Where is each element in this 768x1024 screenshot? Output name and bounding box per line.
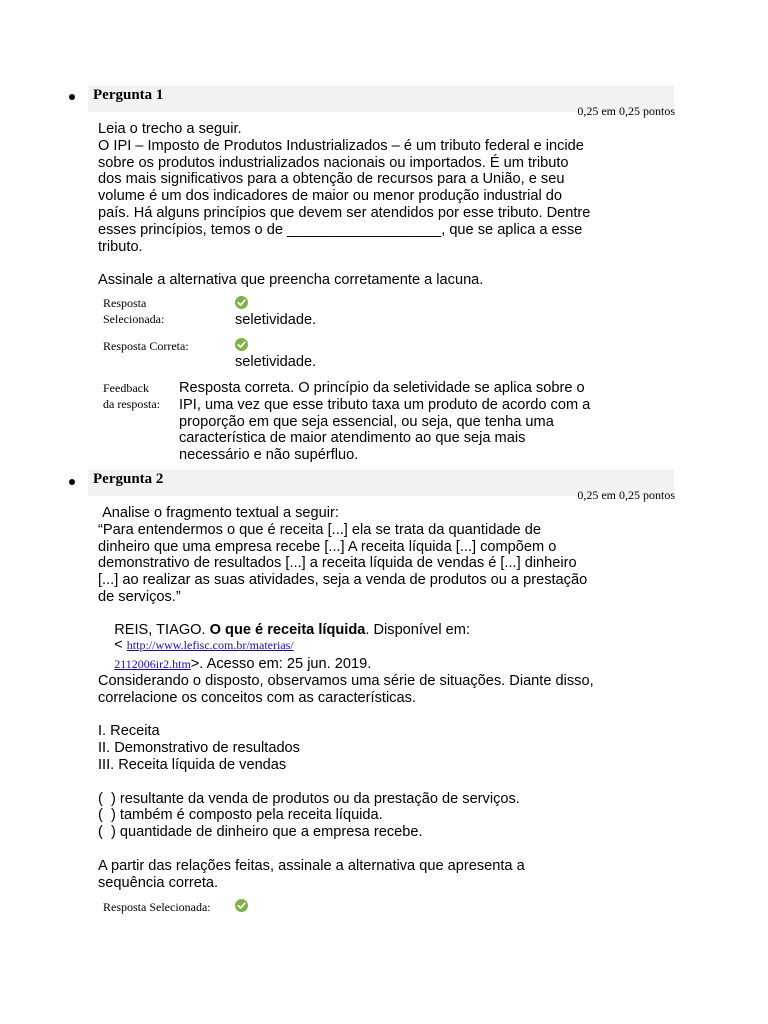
selected-answer-label xyxy=(103,295,164,327)
check-circle-icon xyxy=(235,296,248,309)
check-circle-icon xyxy=(235,899,248,912)
bullet-icon xyxy=(69,94,75,100)
question-title: Pergunta 2 xyxy=(93,471,164,487)
correct-answer: seletividade. xyxy=(235,354,317,370)
question-text: Considerando o disposto, observamos uma série de situações. Diante disso, correlacione os conceitos com as características. I. Receita II. Demonstrativo de resultados III. Receita líquida de vendas ( ) resultante da venda de produtos ou da prestação de serviços. ( ) também é composto pela receita líquida. ( ) quantidade de dinheiro que a empresa recebe. A partir das relações feitas, assinale a alternativa que apresenta a sequência correta. xyxy=(98,673,594,891)
label-line: da resposta: xyxy=(103,397,160,411)
reference-after: . Disponível em: xyxy=(365,621,471,638)
feedback-label xyxy=(103,380,160,412)
question-title: Pergunta 1 xyxy=(93,87,164,103)
question-text: Leia o trecho a seguir. O IPI – Imposto de Produtos Industrializados – é um tributo federal e incide sobre os produtos industrializados nacionais ou importados. É um tributo dos mais significativos para a obtenção de recursos para a União, e seu volume é um dos indicadores de maior ou menor produção industrial do país. Há alguns princípios que devem ser atendidos por esse tributo. Dentre esses princípios, temos o de ___________________, que se aplica a esse tributo. Assinale a alternativa que preencha corretamente a lacuna. xyxy=(98,121,591,289)
reference-title: O que é receita líquida xyxy=(209,621,366,638)
question-points: 0,25 em 0,25 pontos xyxy=(577,104,675,118)
access-date: >. Acesso em: 25 jun. 2019. xyxy=(190,655,372,672)
question-intro: Analise o fragmento textual a seguir: “Para entendermos o que é receita [...] ela se trata da quantidade de dinheiro que uma empresa recebe [...] A receita líquida [...] compõem o demonstrativo de resultados [...] a receita líquida de vendas é [...] dinheiro [...] ao realizar as suas atividades, seja a venda de produtos ou a prestação de serviços.” xyxy=(98,505,588,605)
label-line: Selecionada: xyxy=(103,312,165,326)
reference-link[interactable]: http://www.lefisc.com.br/materias/ xyxy=(126,638,294,652)
reference-author: REIS, TIAGO. xyxy=(114,621,210,638)
question-points: 0,25 em 0,25 pontos xyxy=(577,488,675,502)
bullet-icon xyxy=(69,479,75,485)
correct-answer-label: Resposta Correta: xyxy=(103,339,189,353)
link-prefix: < xyxy=(114,637,127,653)
check-circle-icon xyxy=(235,338,248,351)
selected-answer: seletividade. xyxy=(235,312,317,328)
selected-answer-label: Resposta Selecionada: xyxy=(103,900,211,914)
feedback-text: Resposta correta. O princípio da seletividade se aplica sobre o IPI, uma vez que esse tributo taxa um produto de acordo com a proporção em que seja essencial, ou seja, que tenha uma característica de maior atendimento ao que seja mais necessário e não supérfluo. xyxy=(179,380,591,464)
reference-link-continued[interactable]: 2112006ir2.htm xyxy=(114,656,191,671)
label-line: Resposta xyxy=(103,296,147,310)
label-line: Feedback xyxy=(103,381,149,395)
